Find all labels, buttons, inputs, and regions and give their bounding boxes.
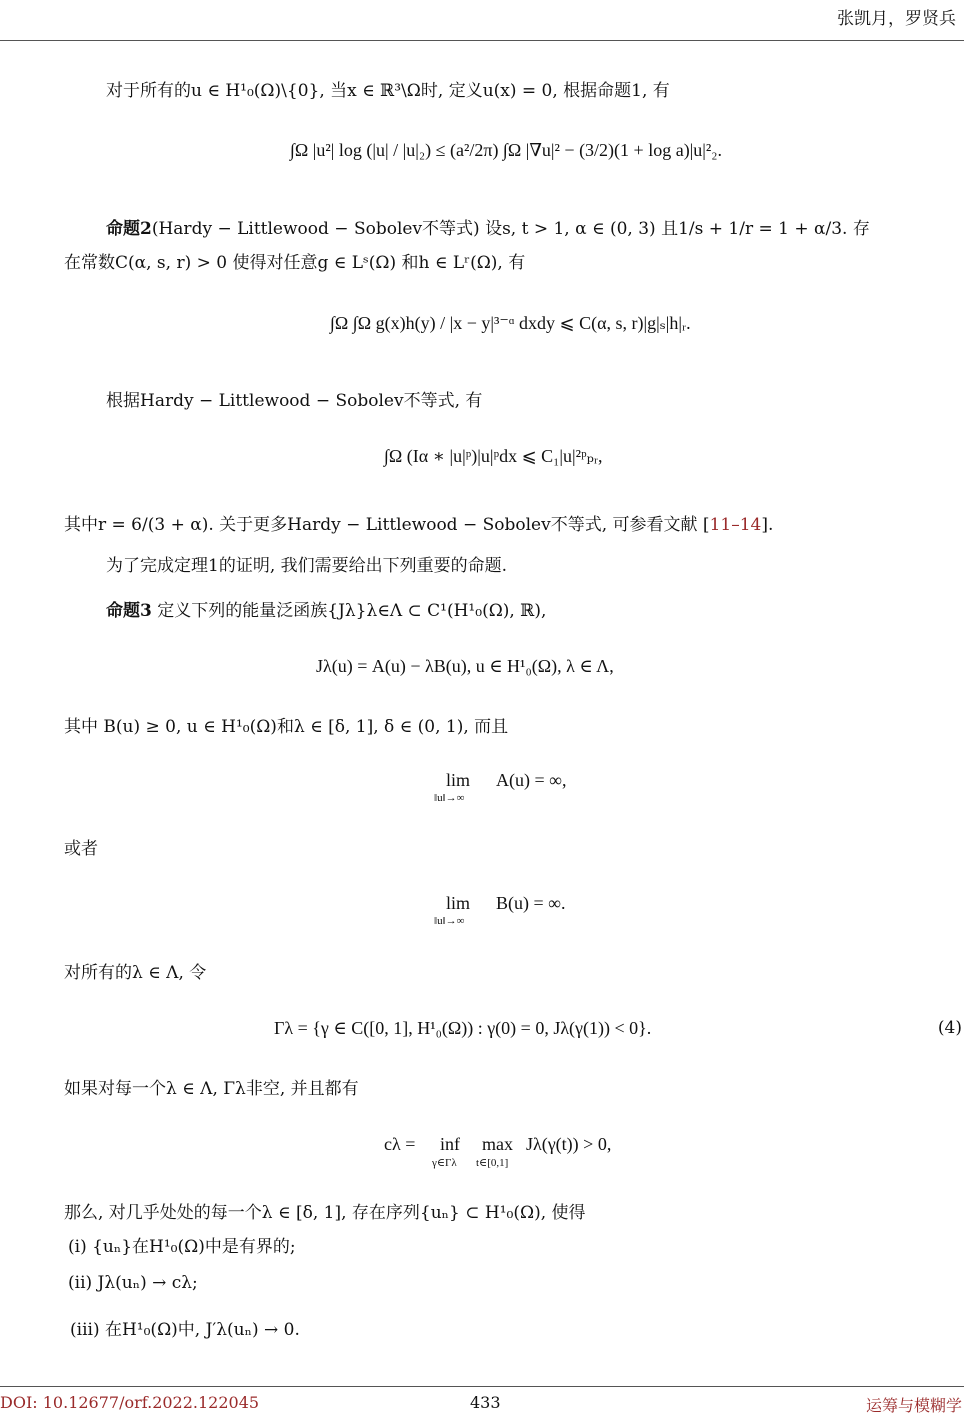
proposition-2	[106, 214, 870, 239]
limit-b-word: lim	[446, 893, 471, 913]
footer-doi-link[interactable]: DOI: 10.12677/orf.2022.122045	[0, 1393, 260, 1412]
limit-b-rhs: B(u) = ∞.	[496, 893, 566, 913]
equation-log-sobolev: ∫Ω |u²| log (|u| / |u|₂) ≤ (a²/2π) ∫Ω |∇u|² − (3/2)(1 + log a)|u|²₂.	[290, 140, 723, 160]
equation-energy-functional: Jλ(u) = A(u) − λB(u), u ∈ H¹₀(Ω), λ ∈ Λ,	[316, 656, 614, 676]
proposition-3-text: 定义下列的能量泛函族{Jλ}λ∈Λ ⊂ C¹(H¹₀(Ω), ℝ),	[151, 601, 547, 621]
page-number: 433	[470, 1393, 501, 1412]
proposition-2-continued: 在常数C(α, s, r) > 0 使得对任意g ∈ Lˢ(Ω) 和h ∈ Lʳ(Ω), 有	[64, 253, 526, 273]
references-close: ].	[761, 515, 774, 535]
limit-b-subscript: ‖u‖→∞	[434, 915, 465, 927]
running-header-authors: 张凯月，罗贤兵	[837, 9, 956, 29]
footer-journal-name: 运筹与模糊学	[865, 1396, 962, 1415]
citation-link[interactable]: 11–14	[709, 515, 762, 535]
equation-hls-inequality: ∫Ω ∫Ω g(x)h(y) / |x − y|³⁻ᵅ dxdy ⩽ C(α, s, r)|g|ₛ|h|ᵣ.	[330, 313, 691, 333]
header-rule	[0, 40, 964, 41]
footer-rule	[0, 1386, 964, 1387]
proposition-3	[106, 596, 546, 621]
equation-choquard-bound: ∫Ω (Iα ∗ |u|ᵖ)|u|ᵖdx ⩽ C₁|u|²ᵖₚᵣ,	[384, 446, 603, 466]
limit-a-rhs: A(u) = ∞,	[496, 770, 567, 790]
proposition-2-label: 命题2	[106, 219, 152, 239]
minimax-max-subscript: t∈[0,1]	[476, 1157, 509, 1169]
paragraph-nonempty: 如果对每一个λ ∈ Λ, Γλ非空, 并且都有	[64, 1079, 359, 1099]
minimax-max: max	[482, 1134, 513, 1154]
proposition-3-label: 命题3	[106, 601, 152, 621]
paragraph-proof-intro: 为了完成定理1的证明, 我们需要给出下列重要的命题.	[106, 556, 508, 576]
references-text: 其中r = 6/(3 + α). 关于更多Hardy − Littlewood − Sobolev不等式, 可参看文献 [	[64, 515, 710, 535]
paragraph-definition: 对于所有的u ∈ H¹₀(Ω)\{0}, 当x ∈ ℝ³\Ω时, 定义u(x) = 0, 根据命题1, 有	[106, 81, 670, 101]
equation-number: (4)	[937, 1018, 962, 1038]
minimax-inf-subscript: γ∈Γλ	[432, 1157, 457, 1169]
proposition-2-text: (Hardy − Littlewood − Sobolev不等式) 设s, t > 1, α ∈ (0, 3) 且1/s + 1/r = 1 + α/3. 存	[151, 219, 870, 239]
equation-gamma-set: Γλ = {γ ∈ C([0, 1], H¹₀(Ω)) : γ(0) = 0, Jλ(γ(1)) < 0}.	[274, 1018, 652, 1038]
paragraph-conditions: 其中 B(u) ≥ 0, u ∈ H¹₀(Ω)和λ ∈ [δ, 1], δ ∈ (0, 1), 而且	[64, 717, 509, 737]
list-item-derivative: (iii) 在H¹₀(Ω)中, J′λ(uₙ) → 0.	[70, 1320, 300, 1340]
paragraph-or: 或者	[64, 839, 98, 859]
list-item-convergence: (ii) Jλ(uₙ) → cλ;	[68, 1273, 198, 1293]
paragraph-conclusion: 那么, 对几乎处处的每一个λ ∈ [δ, 1], 存在序列{uₙ} ⊂ H¹₀(Ω), 使得	[64, 1203, 586, 1223]
limit-a-word: lim	[446, 770, 471, 790]
minimax-inf: inf	[440, 1134, 460, 1154]
limit-a-subscript: ‖u‖→∞	[434, 792, 465, 804]
paragraph-references	[64, 510, 773, 535]
list-item-bounded: (i) {uₙ}在H¹₀(Ω)中是有界的;	[68, 1237, 296, 1257]
minimax-rhs: Jλ(γ(t)) > 0,	[526, 1134, 612, 1154]
minimax-lhs: cλ =	[384, 1134, 416, 1154]
paragraph-hls-intro: 根据Hardy − Littlewood − Sobolev不等式, 有	[106, 391, 483, 411]
paragraph-for-all: 对所有的λ ∈ Λ, 令	[64, 963, 207, 983]
